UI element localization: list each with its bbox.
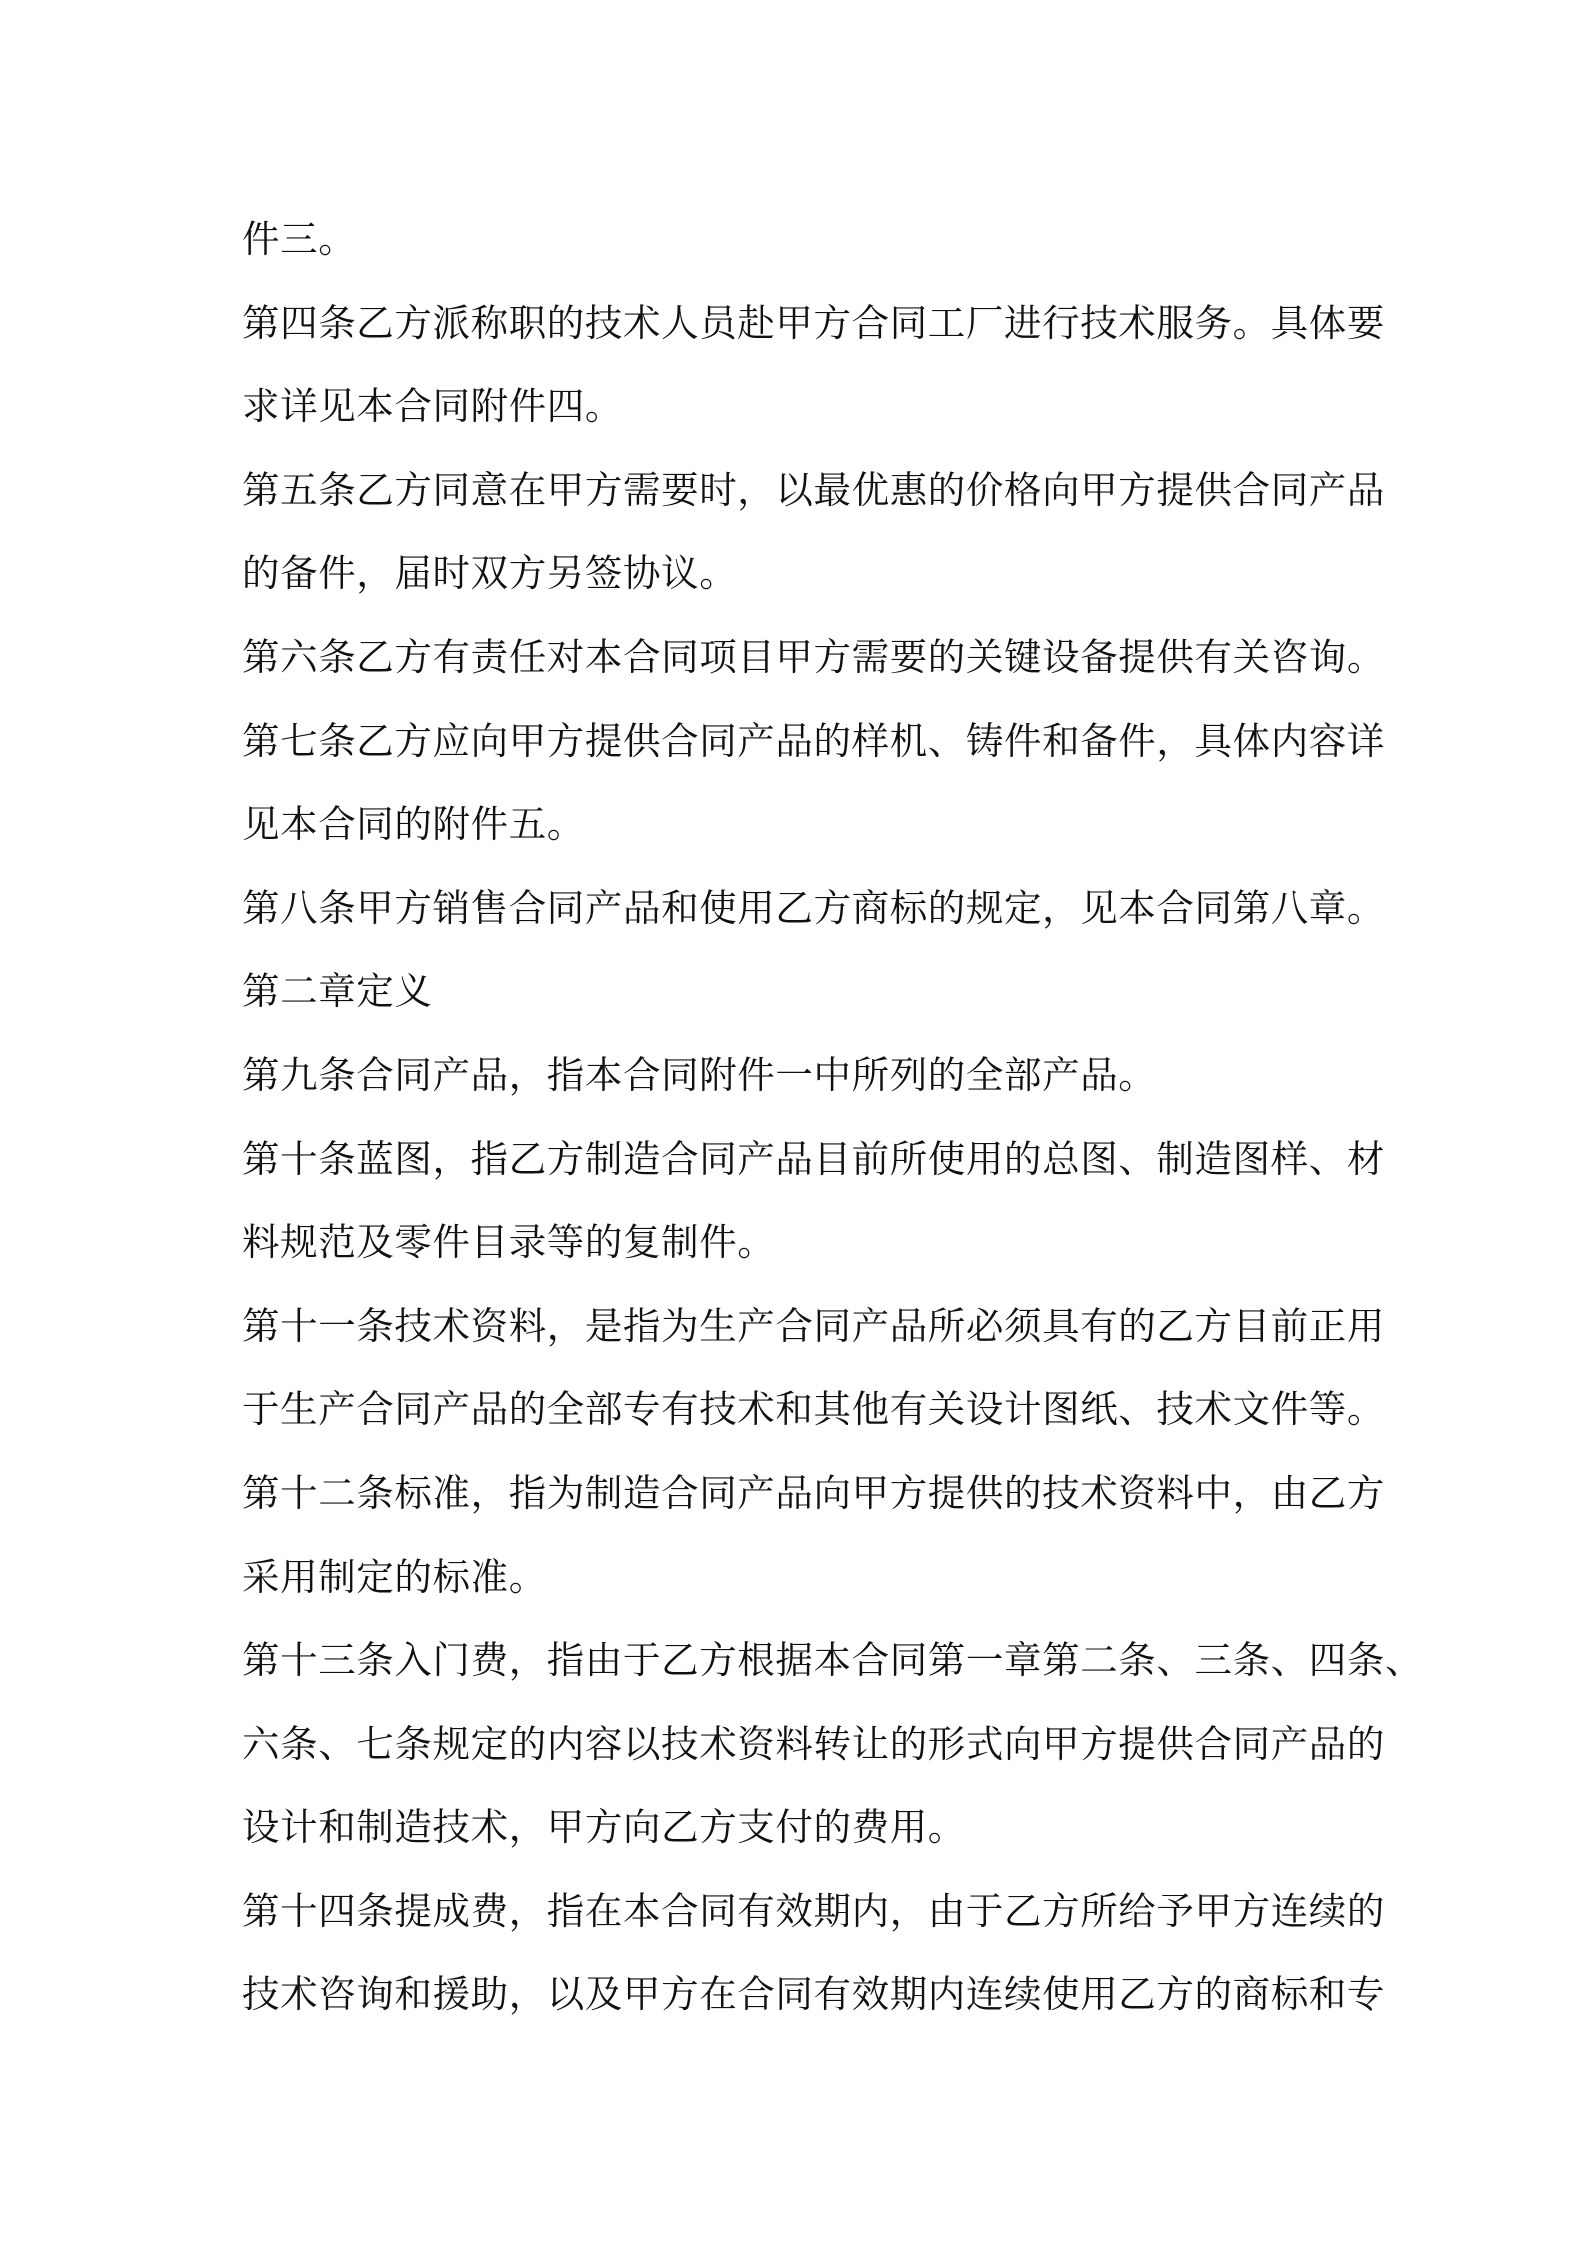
chapter-heading: 第二章定义: [242, 969, 433, 1014]
text-line: 第十一条技术资料，是指为生产合同产品所必须具有的乙方目前正用: [242, 1303, 1385, 1348]
text-line: 第四条乙方派称职的技术人员赴甲方合同工厂进行技术服务。具体要: [242, 300, 1385, 345]
text-line: 于生产合同产品的全部专有技术和其他有关设计图纸、技术文件等。: [242, 1387, 1385, 1432]
text-line: 第十三条入门费，指由于乙方根据本合同第一章第二条、三条、四条、: [242, 1638, 1424, 1683]
text-line: 第十条蓝图，指乙方制造合同产品目前所使用的总图、制造图样、材: [242, 1136, 1385, 1181]
text-line: 第六条乙方有责任对本合同项目甲方需要的关键设备提供有关咨询。: [242, 634, 1385, 679]
text-line: 第八条甲方销售合同产品和使用乙方商标的规定，见本合同第八章。: [242, 885, 1385, 930]
text-line: 设计和制造技术，甲方向乙方支付的费用。: [242, 1805, 966, 1850]
text-line: 采用制定的标准。: [242, 1554, 547, 1599]
text-line: 第五条乙方同意在甲方需要时，以最优惠的价格向甲方提供合同产品: [242, 467, 1385, 512]
text-line: 求详见本合同附件四。: [242, 384, 623, 429]
text-line: 料规范及零件目录等的复制件。: [242, 1220, 776, 1265]
text-line: 第十四条提成费，指在本合同有效期内，由于乙方所给予甲方连续的: [242, 1888, 1385, 1933]
contract-text-body: [242, 198, 1424, 2037]
text-line: 第七条乙方应向甲方提供合同产品的样机、铸件和备件，具体内容详: [242, 718, 1385, 763]
text-line: 六条、七条规定的内容以技术资料转让的形式向甲方提供合同产品的: [242, 1721, 1385, 1766]
text-line: 技术咨询和援助，以及甲方在合同有效期内连续使用乙方的商标和专: [242, 1972, 1385, 2017]
text-line: 件三。: [242, 217, 357, 261]
text-line: 第十二条标准，指为制造合同产品向甲方提供的技术资料中，由乙方: [242, 1470, 1385, 1515]
text-line: 第九条合同产品，指本合同附件一中所列的全部产品。: [242, 1052, 1157, 1097]
text-line: 的备件，届时双方另签协议。: [242, 551, 738, 596]
text-line: 见本合同的附件五。: [242, 802, 585, 847]
